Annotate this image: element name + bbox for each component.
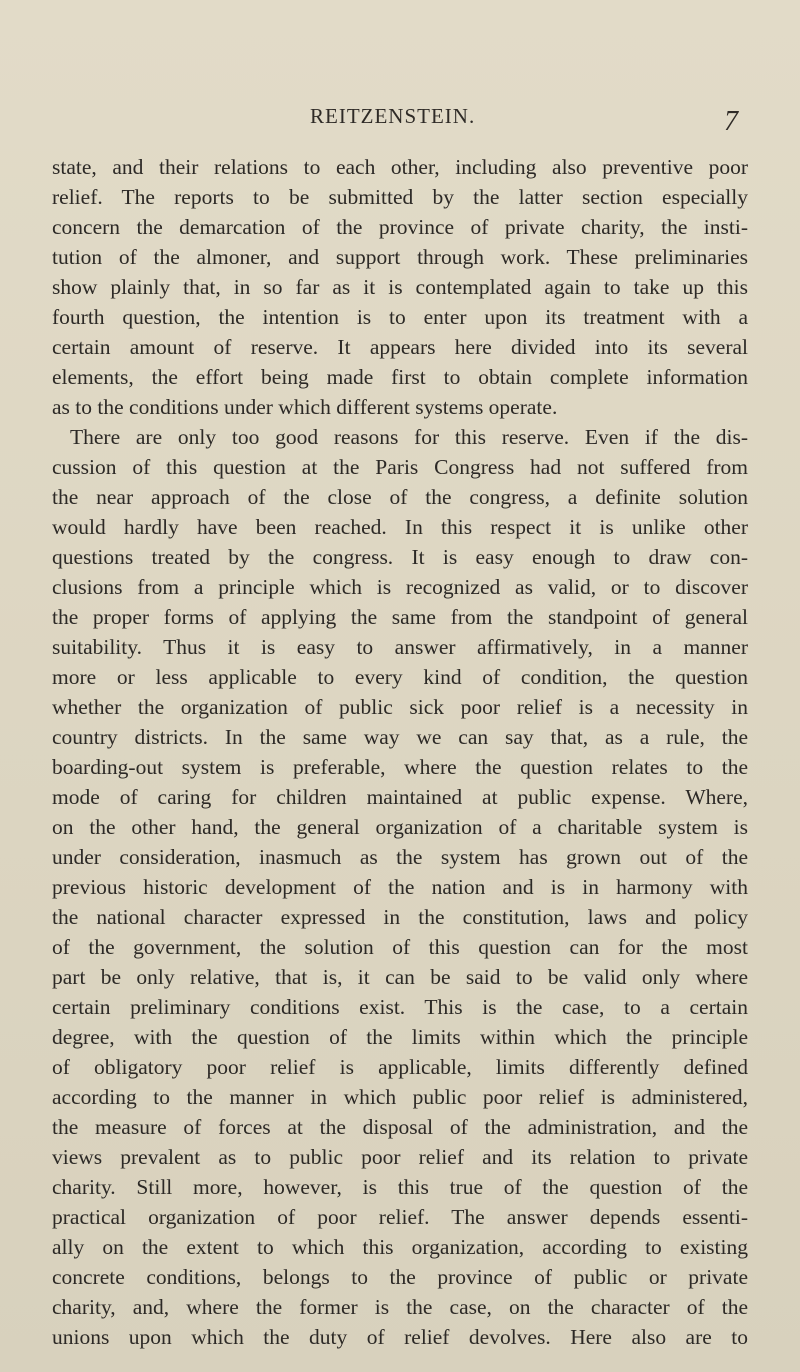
text-line: according to the manner in which public poor relief is administered, bbox=[52, 1085, 748, 1109]
text-line: clusions from a principle which is recognized as valid, or to discover bbox=[52, 575, 748, 599]
text-line: charity, and, where the former is the case, on the character of the bbox=[52, 1295, 748, 1319]
text-line: charity. Still more, however, is this true of the question of the bbox=[52, 1175, 748, 1199]
text-line: previous historic development of the nation and is in harmony with bbox=[52, 875, 748, 899]
text-line: of obligatory poor relief is applicable, limits differently defined bbox=[52, 1055, 748, 1079]
text-line: cussion of this question at the Paris Congress had not suffered from bbox=[52, 455, 748, 479]
text-line: suitability. Thus it is easy to answer affirmatively, in a manner bbox=[52, 635, 748, 659]
text-line: views prevalent as to public poor relief and its relation to private bbox=[52, 1145, 748, 1169]
text-line: part be only relative, that is, it can be said to be valid only where bbox=[52, 965, 748, 989]
text-line: certain amount of reserve. It appears here divided into its several bbox=[52, 335, 748, 359]
text-line: degree, with the question of the limits within which the principle bbox=[52, 1025, 748, 1049]
text-line: under consideration, inasmuch as the system has grown out of the bbox=[52, 845, 748, 869]
text-line: questions treated by the congress. It is easy enough to draw con- bbox=[52, 545, 748, 569]
text-line: unions upon which the duty of relief devolves. Here also are to bbox=[52, 1325, 748, 1349]
text-line: the national character expressed in the constitution, laws and policy bbox=[52, 905, 748, 929]
text-line: country districts. In the same way we can say that, as a rule, the bbox=[52, 725, 748, 749]
text-line: practical organization of poor relief. The answer depends essenti- bbox=[52, 1205, 748, 1229]
text-line: of the government, the solution of this question can for the most bbox=[52, 935, 748, 959]
text-line: on the other hand, the general organization of a charitable system is bbox=[52, 815, 748, 839]
text-line: concrete conditions, belongs to the province of public or private bbox=[52, 1265, 748, 1289]
running-title: REITZENSTEIN. bbox=[310, 104, 476, 128]
text-line: would hardly have been reached. In this respect it is unlike other bbox=[52, 515, 748, 539]
running-head bbox=[0, 104, 800, 137]
text-line: mode of caring for children maintained at public expense. Where, bbox=[52, 785, 748, 809]
text-line: state, and their relations to each other, including also preventive poor bbox=[52, 155, 748, 179]
text-line: more or less applicable to every kind of condition, the question bbox=[52, 665, 748, 689]
text-line: whether the organization of public sick poor relief is a necessity in bbox=[52, 695, 748, 719]
text-line: fourth question, the intention is to enter upon its treatment with a bbox=[52, 305, 748, 329]
text-line: tution of the almoner, and support through work. These preliminaries bbox=[52, 245, 748, 269]
text-line: show plainly that, in so far as it is contemplated again to take up this bbox=[52, 275, 748, 299]
text-line: the proper forms of applying the same from the standpoint of general bbox=[52, 605, 748, 629]
text-line: boarding-out system is preferable, where the question relates to the bbox=[52, 755, 748, 779]
text-line: elements, the effort being made first to obtain complete information bbox=[52, 365, 748, 389]
text-line: certain preliminary conditions exist. This is the case, to a certain bbox=[52, 995, 748, 1019]
text-line: ally on the extent to which this organization, according to existing bbox=[52, 1235, 748, 1259]
paragraph-start-line: There are only too good reasons for this reserve. Even if the dis- bbox=[70, 425, 748, 449]
text-line: the near approach of the close of the congress, a definite solution bbox=[52, 485, 748, 509]
text-line: the measure of forces at the disposal of the administration, and the bbox=[52, 1115, 748, 1139]
text-line: as to the conditions under which different systems operate. bbox=[52, 395, 558, 419]
text-line: relief. The reports to be submitted by the latter section especially bbox=[52, 185, 748, 209]
text-line: concern the demarcation of the province of private charity, the insti- bbox=[52, 215, 748, 239]
page-number: 7 bbox=[724, 106, 738, 137]
